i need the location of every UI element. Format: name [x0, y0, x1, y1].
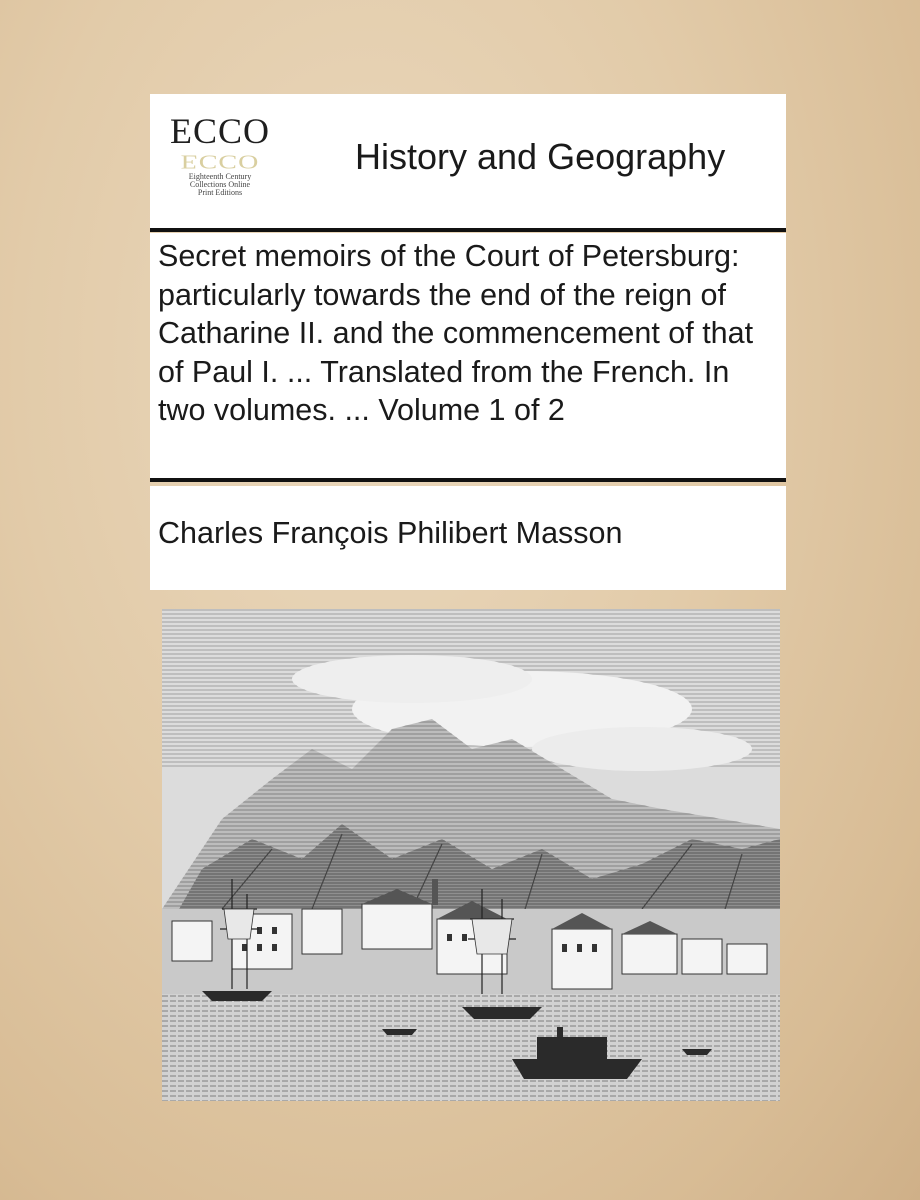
top-divider	[150, 228, 786, 232]
logo-mark: ECCO	[169, 111, 270, 151]
book-title: Secret memoirs of the Court of Petersburg: particularly towards the end of the reign of Catharine II. and the commencement of that of Paul I. ... Translated from the French. In two volumes. ... Volume 1 of 2	[158, 239, 754, 427]
logo-reflection: ECCO	[180, 150, 260, 173]
series-label: History and Geography	[355, 136, 726, 177]
header-panel	[150, 94, 786, 228]
book-author: Charles François Philibert Masson	[158, 516, 623, 550]
ecco-logo	[168, 108, 272, 214]
logo-line-1: Eighteenth Century	[188, 172, 252, 181]
title-panel	[150, 233, 786, 478]
middle-divider	[150, 478, 786, 482]
author-panel	[150, 486, 786, 590]
logo-line-2: Collections Online	[189, 180, 251, 189]
engraving-harbor-mountains-icon	[162, 609, 780, 1101]
logo-line-3: Print Editions	[197, 188, 243, 197]
